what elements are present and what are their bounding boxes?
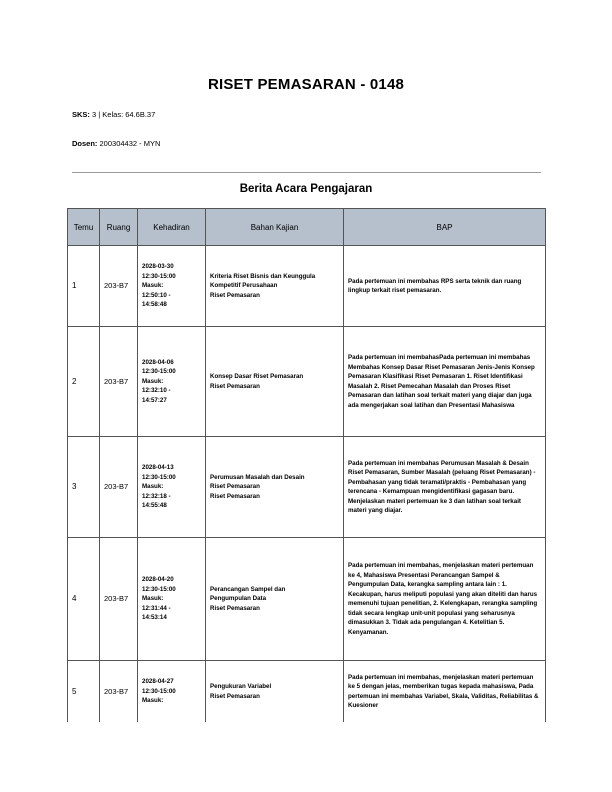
dosen-value: 200304432 - MYN xyxy=(99,139,161,148)
kehadiran-line: Masuk: xyxy=(142,697,164,705)
kehadiran-line: Masuk: xyxy=(142,595,164,603)
bap-text: Pada pertemuan ini membahas RPS serta teknik dan ruang lingkup terkait riset pemasaran. xyxy=(348,277,522,294)
kehadiran-line: 12:50:10 - xyxy=(142,291,171,299)
table-row xyxy=(68,327,546,437)
bap-text: Pada pertemuan ini membahas, menjelaskan materi pertemuan ke 5 dengan jelas, memberikan tugas kepada mahasiswa, Pada pertemuan ini membahas Variabel, Skala, Validitas, Reliabilitas & Kuesioner xyxy=(348,673,539,709)
header-kehadiran: Kehadiran xyxy=(138,209,206,246)
cell-temu: 5 xyxy=(68,661,100,723)
bahan-line: Kriteria Riset Bisnis dan Keunggula xyxy=(210,272,316,280)
sks-value: 3 | Kelas: 64.6B.37 xyxy=(92,110,156,119)
teaching-report-table xyxy=(67,208,546,722)
cell-kehadiran xyxy=(138,661,206,723)
kehadiran-line: 14:57:27 xyxy=(142,396,167,404)
kehadiran-line: 14:53:14 xyxy=(142,614,167,622)
kehadiran-line: 12:32:10 - xyxy=(142,387,171,395)
bahan-line: Riset Pemasaran xyxy=(210,483,260,491)
kehadiran-line: 2028-03-30 xyxy=(142,263,174,271)
section-title: Berita Acara Pengajaran xyxy=(239,183,373,195)
cell-bap xyxy=(344,327,546,437)
kehadiran-line: 14:55:48 xyxy=(142,502,167,510)
kehadiran-line: 12:30-15:00 xyxy=(142,368,176,376)
header-ruang: Ruang xyxy=(100,209,138,246)
bahan-line: Perumusan Masalah dan Desain xyxy=(210,473,305,481)
dosen-label: Dosen: xyxy=(72,139,98,148)
header-bap: BAP xyxy=(344,209,546,246)
bahan-line: Riset Pemasaran xyxy=(210,382,260,390)
cell-ruang: 203-B7 xyxy=(100,246,138,327)
kehadiran-line: Masuk: xyxy=(142,483,164,491)
cell-bap xyxy=(344,246,546,327)
cell-kehadiran xyxy=(138,538,206,661)
bap-text: Pada pertemuan ini membahas Perumusan Masalah & Desain Riset Pemasaran, Sumber Masalah (peluang Riset Pemasaran) - Pembahasan yang tidak teramati/praktis - Pembahasan yang terencana - Kemampuan mengidentifikasi gagasan baru. Menjelaskan materi pertemuan ke 3 dan latihan soal terkait materi yang diajar. xyxy=(348,459,536,514)
kehadiran-line: Masuk: xyxy=(142,377,164,385)
table-row xyxy=(68,437,546,538)
cell-bahan-kajian xyxy=(206,246,344,327)
kehadiran-line: 12:30-15:00 xyxy=(142,687,176,695)
kehadiran-line: 14:58:48 xyxy=(142,301,167,309)
cell-kehadiran xyxy=(138,327,206,437)
cell-ruang: 203-B7 xyxy=(100,661,138,723)
bahan-line: Riset Pemasaran xyxy=(210,291,260,299)
table-header-row xyxy=(68,209,546,246)
kehadiran-line: 2028-04-06 xyxy=(142,358,174,366)
kehadiran-line: 12:30-15:00 xyxy=(142,585,176,593)
cell-ruang: 203-B7 xyxy=(100,327,138,437)
cell-bap xyxy=(344,538,546,661)
table-row xyxy=(68,661,546,723)
kehadiran-line: 2028-04-27 xyxy=(142,678,174,686)
bahan-line: Riset Pemasaran xyxy=(210,604,260,612)
cell-bap xyxy=(344,661,546,723)
kehadiran-line: 12:30-15:00 xyxy=(142,473,176,481)
bahan-line: Riset Pemasaran xyxy=(210,692,260,700)
cell-ruang: 203-B7 xyxy=(100,437,138,538)
bahan-line: Konsep Dasar Riset Pemasaran xyxy=(210,373,304,380)
cell-bahan-kajian xyxy=(206,661,344,723)
bap-text: Pada pertemuan ini membahasPada pertemuan ini membahas Membahas Konsep Dasar Riset Pemasaran Jenis-Jenis Konsep Pemasaran Klasifikasi Riset Pemasaran 1. Riset Identifikasi Masalah 2. Riset Pemecahan Masalah dan Proses Riset Pemasaran dan latihan soal terkait materi yang diajar dan juga ada mengerjakan soal latihan dan Presentasi Mahasiswa xyxy=(348,354,535,409)
cell-temu: 2 xyxy=(68,327,100,437)
cell-temu: 1 xyxy=(68,246,100,327)
kehadiran-line: 12:30-15:00 xyxy=(142,272,176,280)
page-title: RISET PEMASARAN - 0148 xyxy=(207,76,405,93)
cell-bahan-kajian xyxy=(206,437,344,538)
sks-label: SKS: xyxy=(72,110,90,119)
header-bahan-kajian: Bahan Kajian xyxy=(206,209,344,246)
bahan-line: Pengukuran Variabel xyxy=(210,683,272,690)
bap-text: Pada pertemuan ini membahas, menjelaskan materi pertemuan ke 4, Mahasiswa Presentasi Perancangan Sampel & Pengumpulan Data, kerangka sampling antara lain : 1. Kecakupan, harus meliputi populasi yang akan diteliti dan harus memenuhi tujuan penelitian, 2. Kelengkapan, rerangka sampling tidak secara lengkap unit-unit populasi yang seharusnya dimasukkan 3. Tidak ada pengulangan 4. Ketelitian 5. Kenyamanan. xyxy=(348,562,538,636)
bahan-line: Kompetitif Perusahaan xyxy=(210,282,278,290)
kehadiran-line: 2028-04-13 xyxy=(142,464,174,472)
cell-bap xyxy=(344,437,546,538)
cell-kehadiran xyxy=(138,437,206,538)
kehadiran-line: Masuk: xyxy=(142,282,164,290)
bahan-line: Riset Pemasaran xyxy=(210,492,260,500)
bahan-line: Pengumpulan Data xyxy=(210,595,267,603)
cell-kehadiran xyxy=(138,246,206,327)
table-row xyxy=(68,538,546,661)
header-temu: Temu xyxy=(68,209,100,246)
kehadiran-line: 12:31:44 - xyxy=(142,604,171,612)
cell-bahan-kajian xyxy=(206,538,344,661)
table-row xyxy=(68,246,546,327)
kehadiran-line: 2028-04-20 xyxy=(142,576,174,584)
cell-temu: 4 xyxy=(68,538,100,661)
bahan-line: Perancangan Sampel dan xyxy=(210,585,286,593)
cell-bahan-kajian xyxy=(206,327,344,437)
cell-temu: 3 xyxy=(68,437,100,538)
kehadiran-line: 12:32:18 - xyxy=(142,492,171,500)
cell-ruang: 203-B7 xyxy=(100,538,138,661)
